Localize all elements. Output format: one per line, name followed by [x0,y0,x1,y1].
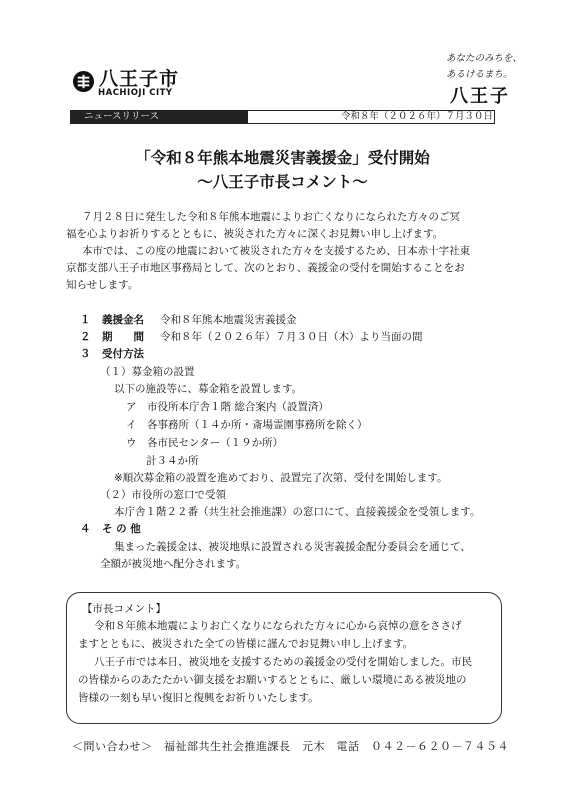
note-text: ※順次募金箱の設置を進めており、設置完了次第、受付を開始します。 [114,472,448,484]
item-number: ４ [80,523,91,535]
item-number: １ [80,314,91,326]
sub-text: 本庁舎１階２２番（共生社会推進課）の窓口にて、直接義援金を受領します。 [114,506,481,518]
other-text: 全額が被災地へ配分されます。 [100,558,247,570]
page-subtitle: ～八王子市長コメント～ [197,173,368,191]
release-date: 令和８年（２０２６年）７月３０日 [340,111,493,122]
sub-heading: （１）募金箱の設置 [100,366,195,378]
release-label: ニュースリリース [70,110,248,124]
intro-line: 福を心よりお祈りするとともに、被災された方々に深くお見舞い申し上げます。 [66,228,444,240]
slogan-line2: あるけるまち。 [446,69,513,80]
item-number: ３ [80,348,91,360]
comment-line: の皆様からのあたたかい御支援をお願いするとともに、厳しい環境にある被災地の [78,674,467,686]
slogan-line1: あなたのみちを、 [446,53,523,64]
comment-line: 八王子市では本日、被災地を支援するための義援金の受付を開始しました。市民 [94,656,472,668]
sub-heading: （２）市役所の窓口で受領 [100,489,226,501]
brand-logo: 八王子 [450,86,510,107]
item-heading: 義援金名 [102,314,144,326]
intro-line: 知らせします。 [66,279,139,291]
city-emblem-icon [72,70,95,93]
intro-line: ７月２８日に発生した令和８年熊本地震によりお亡くなりになられた方々のご冥 [82,211,460,223]
page-title: 「令和８年熊本地震災害義援金」受付開始 [135,149,430,167]
item-heading: そ の 他 [102,523,141,535]
intro-line: 本市では、この度の地震において被災された方々を支援するため、日本赤十字社東 [82,245,471,257]
item-number: ２ [80,331,91,343]
comment-line: 令和８年熊本地震によりお亡くなりになられた方々に心から哀悼の意をささげ [94,620,462,632]
item-heading: 受付方法 [102,348,144,360]
facility-total: 計３４か所 [146,455,199,467]
other-text: 集まった義援金は、被災地県に設置される災害義援金配分委員会を通じて、 [114,541,471,553]
facility-item: イ 各事務所（１４か所・斎場霊園事務所を除く） [126,419,368,431]
item-value: 令和８年（２０２６年）７月３０日（木）より当面の間 [160,331,423,343]
comment-heading: 【市長コメント】 [82,603,166,615]
facility-item: ア 市役所本庁舎１階 総合案内（設置済） [126,401,329,413]
contact-info: ＜問い合わせ＞ 福祉部共生社会推進課長 元木 電話 ０４２－６２０－７４５４ [72,740,509,753]
item-heading: 期 間 [102,331,144,343]
intro-line: 京都支部八王子市地区事務局として、次のとおり、義援金の受付を開始することをお [66,262,465,274]
comment-line: ますとともに、被災された全ての皆様に謹んでお見舞い申し上げます。 [78,638,414,650]
city-name: 八王子市 [99,68,180,90]
sub-text: 以下の施設等に、募金箱を設置します。 [114,383,303,395]
comment-line: 皆様の一刻も早い復旧と復興をお祈りいたします。 [78,692,319,704]
city-romaji: HACHIOJI CITY [98,88,173,98]
item-value: 令和８年熊本地震災害義援金 [160,314,297,326]
facility-item: ウ 各市民センター（１９か所） [126,437,284,449]
